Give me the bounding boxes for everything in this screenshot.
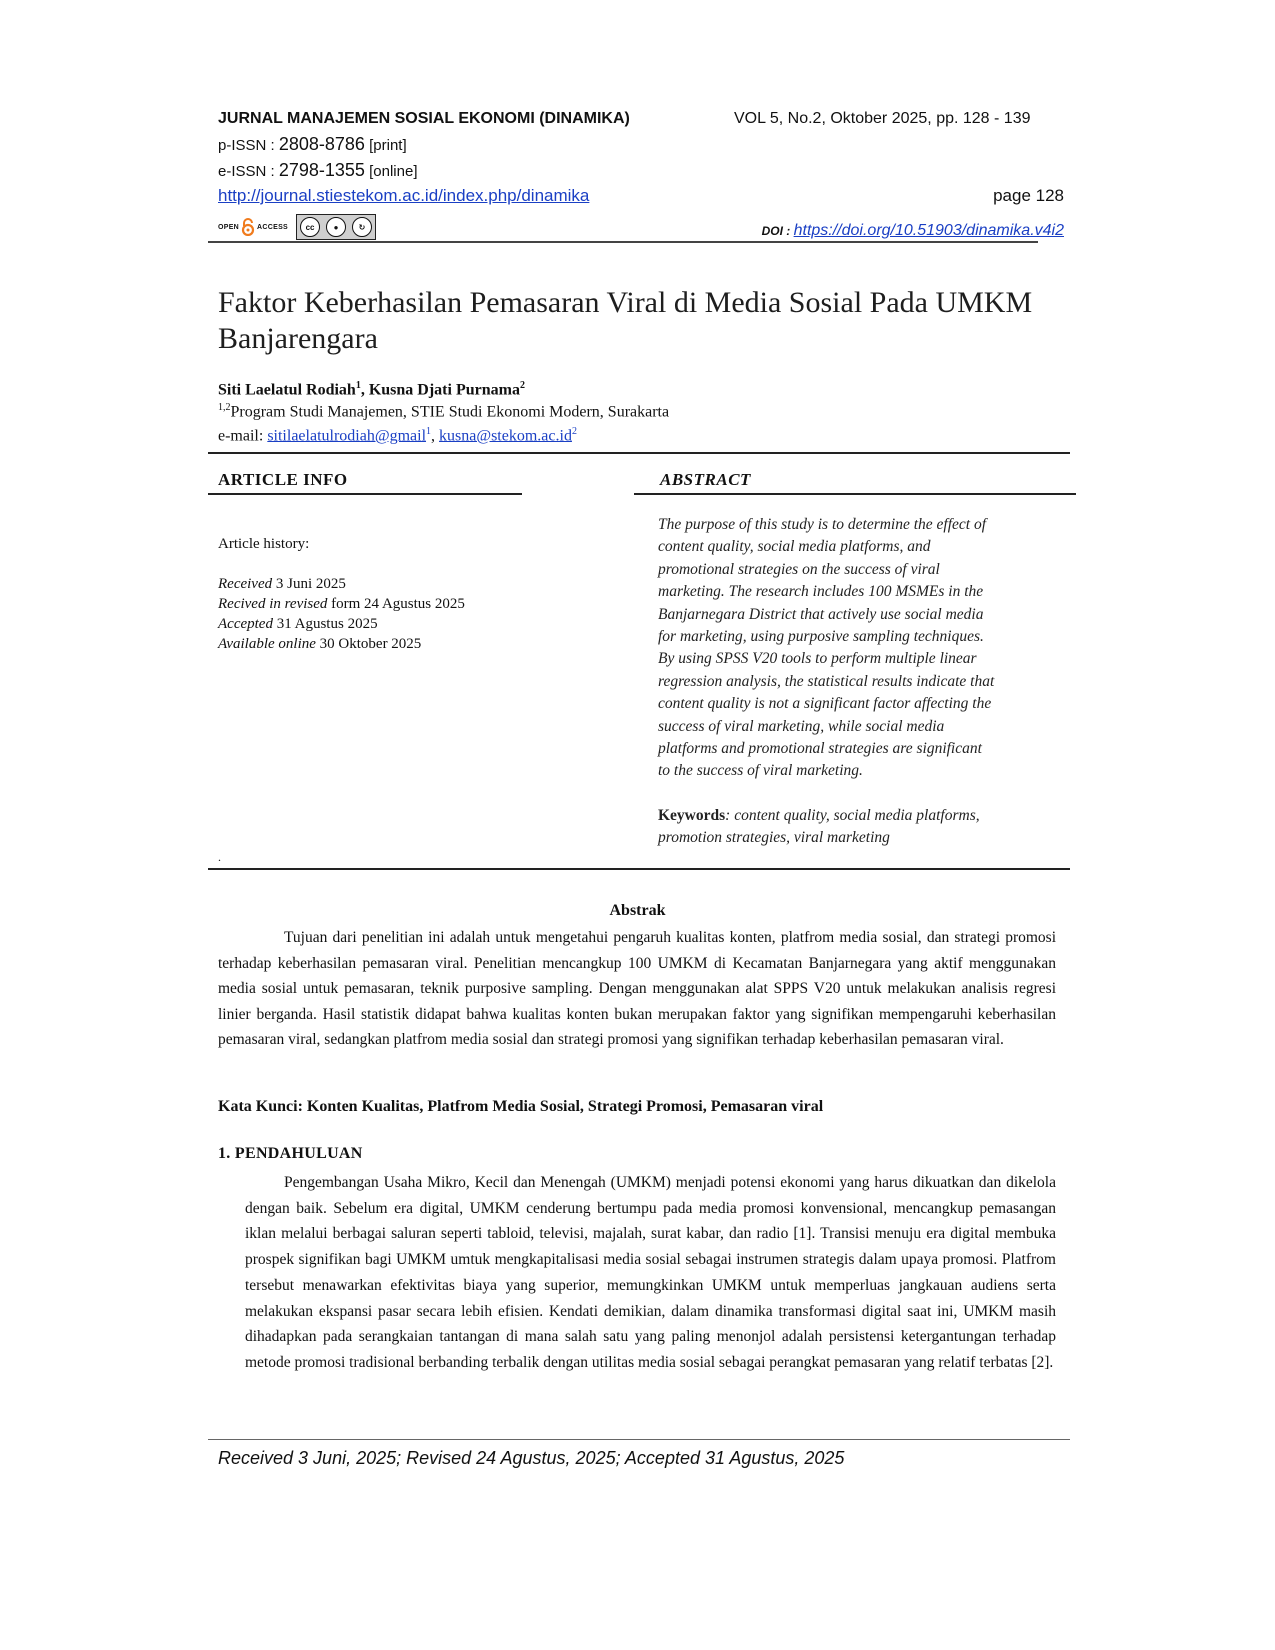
- keywords-english: [658, 805, 1090, 849]
- info-bottom-divider: [208, 868, 1070, 870]
- abstract-english: [658, 514, 1090, 783]
- open-access-left: OPEN: [218, 223, 240, 231]
- abstract-line: platforms and promotional strategies are significant: [658, 740, 982, 758]
- info-dot: .: [218, 850, 221, 864]
- abstrak-text: Tujuan dari penelitian ini adalah untuk mengetahui pengaruh kualitas konten, platfrom media sosial, dan strategi promosi terhadap keberhasilan pemasaran viral. Penelitian mencangkup 100 UMKM di Kecamatan Banjarnegara yang aktif menggunakan media sosial untuk pemasaran, teknik purposive sampling. Dengan menggunakan alat SPPS V20 untuk melakukan analisis regresi linier berganda. Hasil statistik didapat bahwa kualitas konten bukan merupakan faktor yang signifikan mempengaruhi keberhasilan pemasaran viral, sedangkan platfrom media sosial dan strategi promosi yang signifikan terhadap keberhasilan pemasaran viral.: [218, 929, 1056, 1049]
- abstract-line: content quality, social media platforms, and: [658, 538, 931, 556]
- abstract-line: marketing. The research includes 100 MSMEs in the: [658, 583, 984, 601]
- authors-divider: [208, 452, 1070, 454]
- email-2-sup: 2: [571, 426, 577, 437]
- pissn: [218, 134, 407, 155]
- abstract-line: success of viral marketing, while social media: [658, 717, 945, 735]
- abstract-line: to the success of viral marketing.: [658, 762, 863, 780]
- article-history: [218, 574, 465, 654]
- page-number: page 128: [993, 186, 1064, 205]
- email-separator: ,: [431, 427, 440, 445]
- header-divider: [208, 241, 1038, 243]
- history-label: Received: [218, 576, 273, 592]
- open-access-lock-icon: [241, 218, 255, 236]
- history-value: form 24 Agustus 2025: [327, 596, 465, 612]
- author-1: Siti Laelatul Rodiah: [218, 381, 356, 399]
- cc-icon: cc: [300, 217, 320, 237]
- history-value: 31 Agustus 2025: [272, 616, 378, 632]
- author-2-sup: 2: [519, 380, 525, 391]
- history-value: 30 Oktober 2025: [315, 636, 422, 652]
- cc-sa-icon: ↻: [352, 217, 372, 237]
- abstract-heading: ABSTRACT: [660, 470, 751, 489]
- abstract-underline: [634, 493, 1076, 495]
- section-body-pendahuluan: Pengembangan Usaha Mikro, Kecil dan Menengah (UMKM) menjadi potensi ekonomi yang harus dikuatkan dan dikelola dengan baik. Sebelum era digital, UMKM cenderung bertumpu pada media promosi konvensional, mencangkup pemasangan iklan melalui berbagai saluran seperti tabloid, televisi, majalah, surat kabar, dan radio [1]. Transisi menuju era digital membuka prospek signifikan bagi UMKM umtuk mengkapitalisasi media sosial sebagai instrumen strategis dalam upaya promosi. Platfrom tersebut menawarkan efektivitas biaya yang superior, memungkinkan UMKM untuk memperluas jangkauan audiens serta melakukan ekspansi pasar secara lebih efisien. Kendati demikian, dalam dinamika transformasi digital saat ini, UMKM masih dihadapkan pada serangkaian tantangan di mana salah satu yang paling menonjol adalah persistensi ketergantungan terhadap metode promosi tradisional berbanding terbalik dengan utilitas media sosial sebagai perangkat pemasaran yang relatif terbatas [2].: [245, 1174, 1056, 1371]
- affiliation-sup: 1,2: [218, 402, 231, 413]
- keywords-label: Keywords: [658, 807, 726, 824]
- abstract-line: for marketing, using purposive sampling techniques.: [658, 628, 984, 646]
- footer-divider: [208, 1439, 1070, 1440]
- open-access-right: ACCESS: [257, 223, 289, 231]
- volume-info: VOL 5, No.2, Oktober 2025, pp. 128 - 139: [734, 110, 1031, 127]
- section-heading-pendahuluan: 1. PENDAHULUAN: [218, 1145, 363, 1162]
- abstract-line: By using SPSS V20 tools to perform multiple linear: [658, 650, 977, 668]
- abstract-line: regression analysis, the statistical results indicate that: [658, 672, 995, 690]
- journal-name: JURNAL MANAJEMEN SOSIAL EKONOMI (DINAMIKA): [218, 110, 630, 127]
- cc-license-badge: [296, 214, 376, 240]
- affiliation: [218, 402, 669, 421]
- history-label: Recived in revised: [218, 596, 328, 612]
- abstract-line: content quality is not a significant factor affecting the: [658, 695, 992, 713]
- keywords-line-2: promotion strategies, viral marketing: [658, 829, 890, 846]
- keywords-line-1: : content quality, social media platforms,: [725, 807, 980, 824]
- open-access-badge: [218, 214, 376, 240]
- eissn-note: [online]: [364, 163, 418, 180]
- pissn-number: 2808-8786: [278, 134, 365, 154]
- article-info-underline: [208, 493, 522, 495]
- author-1-sup: 1: [355, 380, 361, 391]
- history-item: [218, 634, 465, 654]
- abstract-line: Banjarnegara District that actively use social media: [658, 605, 984, 623]
- doi-label: DOI :: [761, 224, 794, 238]
- email-1-sup: 1: [426, 426, 432, 437]
- abstrak-heading: Abstrak: [609, 902, 666, 919]
- email-label: e-mail:: [218, 427, 268, 445]
- abstract-line: The purpose of this study is to determine the effect of: [658, 516, 987, 533]
- email-line: [218, 426, 577, 445]
- email-2-link[interactable]: kusna@stekom.ac.id: [439, 427, 572, 445]
- doi: [762, 222, 1064, 240]
- author-2: Kusna Djati Purnama: [368, 381, 520, 399]
- authors: [218, 380, 525, 399]
- abstract-line: promotional strategies on the success of viral: [658, 560, 940, 578]
- eissn: [218, 160, 418, 181]
- history-item: [218, 594, 465, 614]
- affiliation-text: Program Studi Manajemen, STIE Studi Ekonomi Modern, Surakarta: [230, 403, 670, 421]
- doi-link[interactable]: https://doi.org/10.51903/dinamika.v4i2: [793, 222, 1064, 239]
- history-item: [218, 574, 465, 594]
- email-1-link[interactable]: sitilaelatulrodiah@gmail: [267, 427, 427, 445]
- article-history-title: Article history:: [218, 536, 310, 552]
- article-info-heading: ARTICLE INFO: [218, 470, 348, 489]
- history-label: Available online: [218, 636, 316, 652]
- pissn-label: p-ISSN :: [218, 137, 279, 154]
- history-value: 3 Juni 2025: [272, 576, 346, 592]
- kata-kunci: Kata Kunci: Konten Kualitas, Platfrom Media Sosial, Strategi Promosi, Pemasaran viral: [218, 1098, 824, 1115]
- eissn-number: 2798-1355: [278, 160, 365, 180]
- history-label: Accepted: [218, 616, 273, 632]
- footer-dates: Received 3 Juni, 2025; Revised 24 Agustus, 2025; Accepted 31 Agustus, 2025: [218, 1448, 845, 1468]
- cc-by-icon: ●: [326, 217, 346, 237]
- history-item: [218, 614, 465, 634]
- eissn-label: e-ISSN :: [218, 163, 279, 180]
- pissn-note: [print]: [364, 137, 407, 154]
- author-separator: ,: [360, 381, 369, 399]
- journal-url-link[interactable]: http://journal.stiestekom.ac.id/index.php/dinamika: [218, 186, 590, 205]
- article-title: Faktor Keberhasilan Pemasaran Viral di Media Sosial Pada UMKM Banjarengara: [218, 286, 1033, 355]
